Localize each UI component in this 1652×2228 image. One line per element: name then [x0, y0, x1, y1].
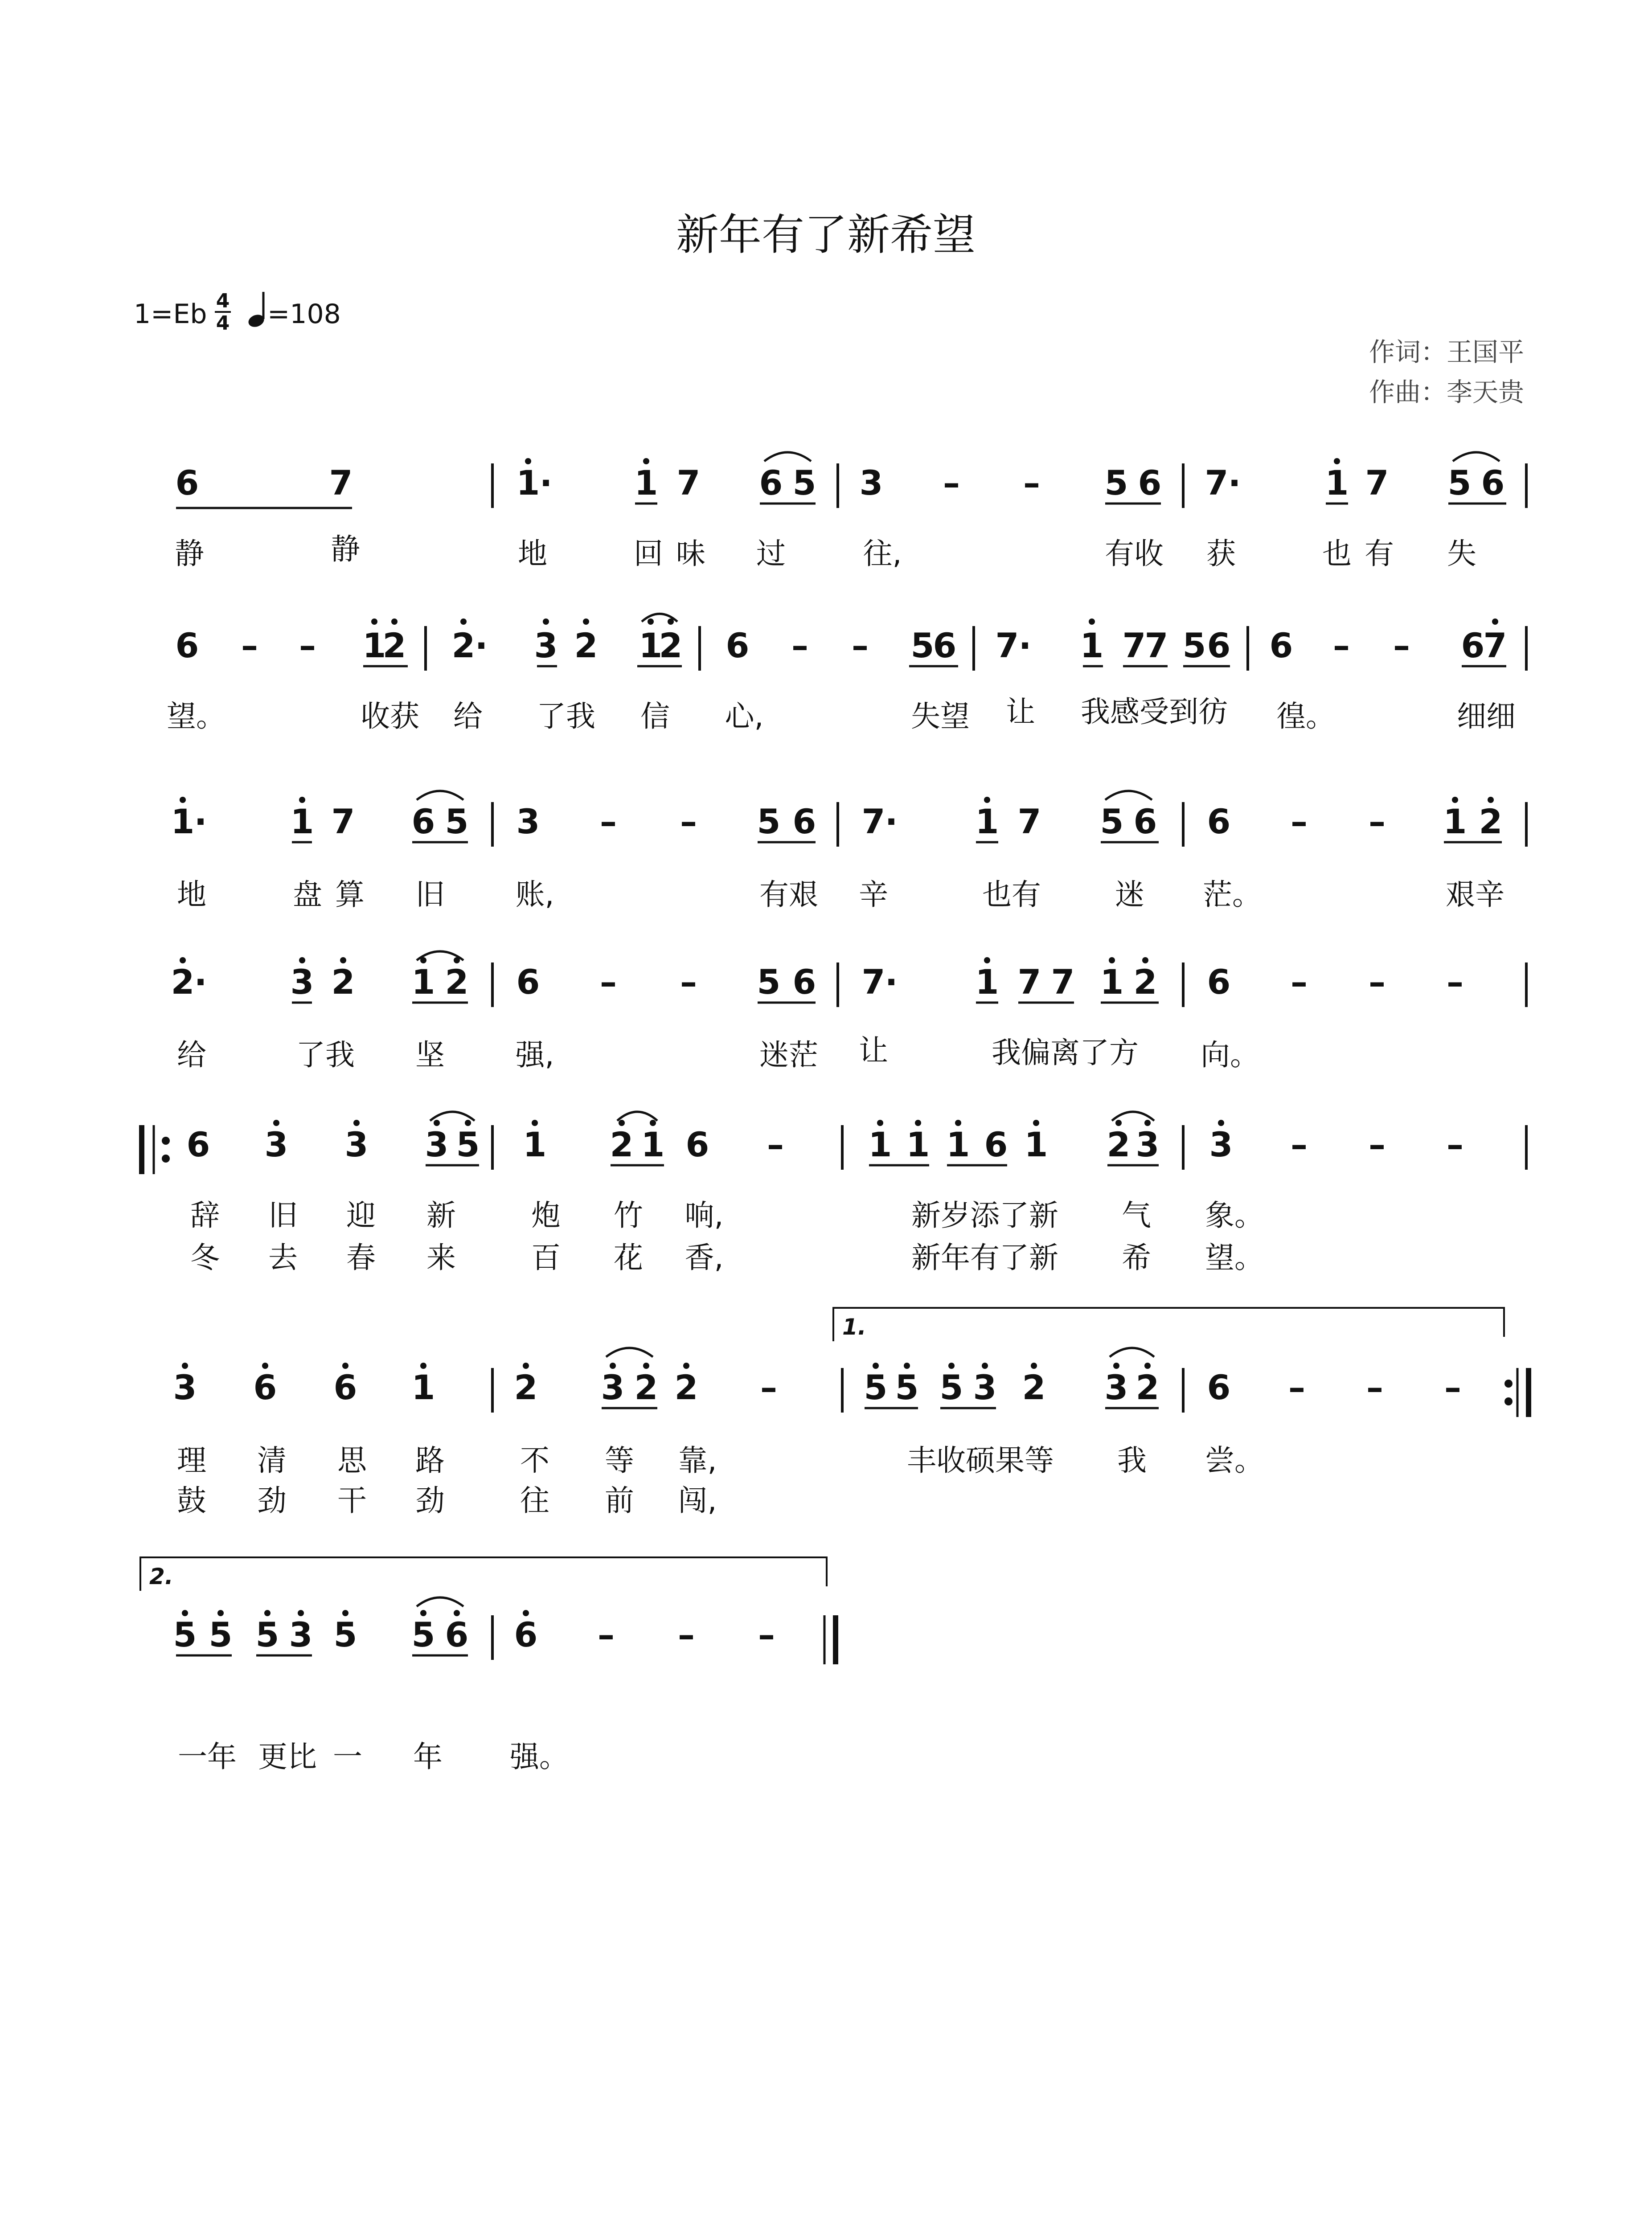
note: 7	[1205, 463, 1229, 503]
key-signature: 1=Eb	[134, 299, 207, 330]
note: 7	[676, 463, 701, 503]
note: –	[680, 962, 697, 1002]
note: 3	[1135, 1125, 1160, 1164]
lyric: 鼓	[177, 1483, 206, 1518]
system-5	[142, 1112, 1526, 1275]
note: 1	[634, 463, 658, 503]
note: –	[943, 463, 960, 503]
lyric: 信	[640, 699, 670, 733]
lyric: 理	[177, 1443, 206, 1478]
lyric: 算	[335, 877, 365, 912]
lyric: 我	[1117, 1443, 1147, 1478]
note: 5	[456, 1125, 480, 1164]
note: ·	[1018, 626, 1032, 665]
note: –	[1333, 626, 1350, 665]
lyric: 旧	[268, 1198, 298, 1233]
lyric: 给	[177, 1038, 206, 1072]
note: 6	[445, 1615, 469, 1655]
lyric: 心,	[725, 699, 764, 733]
lyric: 获	[1206, 537, 1236, 571]
note: 6	[726, 626, 750, 665]
measure-line	[180, 791, 1526, 847]
note: 6	[175, 626, 199, 665]
note: –	[1291, 962, 1308, 1002]
lyric: 往	[520, 1483, 549, 1518]
note: 1	[641, 1125, 665, 1164]
note: –	[1369, 962, 1386, 1002]
lyric: 强,	[515, 1038, 554, 1072]
note: –	[852, 626, 869, 665]
note: 6	[514, 1615, 538, 1655]
lyric: 香,	[685, 1241, 724, 1275]
lyric: 旧	[415, 877, 445, 912]
lyric: 新	[426, 1198, 456, 1233]
note: 1	[411, 1368, 435, 1407]
lyric: 思	[337, 1443, 367, 1478]
note: 2	[331, 962, 355, 1002]
note: 7	[1483, 626, 1507, 665]
note: –	[1366, 1368, 1383, 1407]
note: 2	[610, 1125, 634, 1164]
note: 1	[1325, 463, 1349, 503]
lyric: 竹	[614, 1198, 643, 1233]
note: 3	[534, 626, 558, 665]
lyric: 静	[175, 537, 204, 571]
lyric: 盘	[293, 877, 322, 912]
note: –	[1369, 1125, 1386, 1164]
note: 6	[759, 463, 783, 503]
note: 3	[859, 463, 883, 503]
note: 6	[1481, 463, 1505, 503]
lyric: 闯,	[678, 1483, 717, 1518]
lyric: 过	[756, 537, 786, 571]
note: –	[299, 626, 316, 665]
note: 1	[868, 1125, 892, 1164]
note: –	[241, 626, 258, 665]
note: ·	[885, 962, 898, 1002]
lyric: 路	[415, 1443, 445, 1478]
lyric: 更比	[258, 1740, 317, 1774]
note: 3	[973, 1368, 997, 1407]
lyric: 尝。	[1205, 1443, 1264, 1478]
lyric: 茫。	[1203, 877, 1262, 912]
lyric: 收获	[361, 699, 419, 733]
note: –	[1369, 802, 1386, 841]
lyric: 静	[331, 532, 360, 566]
final-barline	[824, 1615, 836, 1664]
lyric: 春	[346, 1241, 376, 1275]
lyric: 坚	[415, 1038, 445, 1072]
note: 2	[382, 626, 406, 665]
volta-label: 2.	[149, 1564, 173, 1589]
note: 2	[445, 962, 469, 1002]
note: 5	[1100, 802, 1124, 841]
lyric: 靠,	[678, 1443, 717, 1478]
note: 7	[329, 463, 353, 503]
note: 6	[411, 802, 435, 841]
lyric: 有艰	[759, 877, 818, 912]
note: 6	[186, 1125, 210, 1164]
note: 5	[757, 962, 781, 1002]
lyric: 望。	[167, 699, 225, 733]
key-tempo	[134, 290, 341, 335]
note: –	[767, 1125, 784, 1164]
lyric: 往,	[863, 537, 902, 571]
note: 6	[516, 962, 540, 1002]
note: 5	[939, 1368, 963, 1407]
note: 6	[984, 1125, 1008, 1164]
note: 7	[1051, 962, 1075, 1002]
note: 2	[1133, 962, 1157, 1002]
note: 3	[425, 1125, 449, 1164]
note: 1	[639, 626, 663, 665]
note: 5	[1104, 463, 1128, 503]
time-signature-top: 4	[216, 290, 230, 312]
lyric: 我偏离了方	[992, 1036, 1139, 1070]
note: 5	[895, 1368, 919, 1407]
note: 3	[516, 802, 540, 841]
system-1	[175, 452, 1526, 571]
note: –	[1023, 463, 1040, 503]
note: –	[1447, 962, 1463, 1002]
note: 3	[344, 1125, 369, 1164]
note: 2	[574, 626, 598, 665]
note: 2	[514, 1368, 538, 1407]
note: 7	[1017, 962, 1041, 1002]
lyric: 冬	[190, 1241, 220, 1275]
note: 1	[1443, 802, 1467, 841]
note: –	[1444, 1368, 1461, 1407]
note: 2	[674, 1368, 698, 1407]
lyric: 细细	[1457, 699, 1516, 733]
repeat-end-barline	[1504, 1368, 1529, 1417]
note: 1	[523, 1125, 547, 1164]
note: 7	[861, 962, 885, 1002]
note: –	[791, 626, 808, 665]
lyric: 了我	[296, 1038, 355, 1072]
note: 2	[634, 1368, 658, 1407]
lyric: 气	[1122, 1198, 1151, 1233]
page-title: 新年有了新希望	[676, 210, 976, 260]
note: 7	[861, 802, 885, 841]
note: 3	[601, 1368, 625, 1407]
lyric: 有收	[1105, 537, 1164, 571]
lyric: 味	[676, 537, 705, 571]
lyric: 地	[177, 877, 206, 912]
lyric: 账,	[515, 877, 554, 912]
note: –	[1291, 802, 1308, 841]
lyric: 也	[1322, 537, 1352, 571]
note: 2	[1107, 1125, 1131, 1164]
note: 7	[995, 626, 1019, 665]
measure-line	[180, 951, 1526, 1007]
note: 6	[1207, 962, 1231, 1002]
note: 1	[1100, 962, 1124, 1002]
lyric: 去	[268, 1241, 298, 1275]
note: ·	[885, 802, 898, 841]
tempo-marking: =108	[267, 299, 341, 330]
note: 6	[333, 1368, 357, 1407]
lyric: 辛	[859, 877, 888, 912]
system-7	[140, 1557, 836, 1774]
note: 2	[171, 962, 195, 1002]
note: 5	[209, 1615, 233, 1655]
note: 6	[1269, 626, 1293, 665]
lyric: 失望	[911, 699, 970, 733]
note: 1	[362, 626, 386, 665]
lyric: 一	[333, 1740, 362, 1774]
quarter-note-icon	[247, 292, 266, 329]
note: 2	[659, 626, 683, 665]
note: –	[600, 802, 617, 841]
note: –	[600, 962, 617, 1002]
note: 6	[1207, 802, 1231, 841]
lyric: 希	[1122, 1241, 1151, 1275]
note: –	[680, 802, 697, 841]
repeat-start-barline	[142, 1125, 170, 1174]
note: 7	[1365, 463, 1389, 503]
lyric: 给	[453, 699, 483, 733]
lyric: 百	[531, 1241, 561, 1275]
note: 3	[289, 1615, 313, 1655]
note: 6	[933, 626, 957, 665]
lyric: 花	[614, 1241, 643, 1275]
note: 3	[173, 1368, 197, 1407]
note: 1	[906, 1125, 930, 1164]
note: 1	[171, 802, 195, 841]
note: 1	[290, 802, 314, 841]
note: 5	[445, 802, 469, 841]
composer-credit: 作曲：李天贵	[1369, 377, 1524, 407]
note: –	[760, 1368, 777, 1407]
system-3	[171, 791, 1526, 912]
lyric: 让	[859, 1033, 888, 1068]
note: –	[598, 1615, 615, 1655]
lyric: 徨。	[1276, 699, 1335, 733]
note: 6	[792, 962, 816, 1002]
note: 1	[946, 1125, 970, 1164]
lyric: 前	[605, 1483, 634, 1518]
lyric: 向。	[1201, 1038, 1259, 1072]
note: 6	[685, 1125, 709, 1164]
note: –	[1291, 1125, 1308, 1164]
lyric: 辞	[190, 1198, 220, 1233]
lyric: 干	[337, 1483, 367, 1518]
note: 3	[1209, 1125, 1233, 1164]
lyric: 迷茫	[759, 1038, 818, 1072]
note: 7	[331, 802, 355, 841]
note: 7	[1017, 802, 1041, 841]
note: 1	[975, 962, 999, 1002]
note: 6	[1461, 626, 1485, 665]
note: –	[1393, 626, 1410, 665]
lyric: 劲	[257, 1483, 287, 1518]
lyric: 不	[520, 1443, 549, 1478]
note: 1	[411, 962, 435, 1002]
lyric: 让	[1006, 695, 1035, 729]
note: 5	[757, 802, 781, 841]
note: 7	[1122, 626, 1146, 665]
lyric: 失	[1447, 537, 1476, 571]
note: 6	[253, 1368, 277, 1407]
note: ·	[194, 802, 207, 841]
note: 2	[1479, 802, 1503, 841]
note: 5	[411, 1615, 435, 1655]
note: ·	[475, 626, 488, 665]
note: –	[1288, 1368, 1305, 1407]
note: 3	[264, 1125, 288, 1164]
note: 2	[1022, 1368, 1046, 1407]
lyric: 了我	[537, 699, 595, 733]
note: 5	[1182, 626, 1206, 665]
lyric: 新岁添了新	[911, 1198, 1058, 1233]
lyric: 也有	[982, 877, 1041, 912]
lyric: 强。	[510, 1740, 569, 1774]
lyric: 一年	[178, 1740, 237, 1774]
lyric: 来	[426, 1241, 456, 1275]
note: 1	[1080, 626, 1104, 665]
note: ·	[1228, 463, 1241, 503]
note: 5	[173, 1615, 197, 1655]
lyric: 地	[518, 537, 547, 571]
note: ·	[539, 463, 553, 503]
lyric: 迎	[346, 1198, 376, 1233]
lyric: 望。	[1205, 1241, 1264, 1275]
lyricist-credit: 作词：王国平	[1369, 337, 1524, 367]
note: 5	[255, 1615, 279, 1655]
note: 1	[1024, 1125, 1048, 1164]
lyric: 等	[605, 1443, 634, 1478]
note: 6	[1207, 1368, 1231, 1407]
time-signature-bottom: 4	[216, 312, 230, 335]
note: –	[1447, 1125, 1463, 1164]
volta-bracket-1	[833, 1308, 1504, 1341]
note: ·	[194, 962, 207, 1002]
note: 3	[1104, 1368, 1128, 1407]
note: 6	[1207, 626, 1231, 665]
volta-bracket-2	[140, 1557, 827, 1591]
note: 5	[792, 463, 816, 503]
volta-label: 1.	[842, 1314, 866, 1340]
note: 6	[175, 463, 199, 503]
lyric: 炮	[531, 1198, 561, 1233]
system-4	[171, 951, 1526, 1072]
lyric: 清	[257, 1443, 287, 1478]
lyric: 劲	[415, 1483, 445, 1518]
note: 6	[1138, 463, 1162, 503]
lyric: 年	[413, 1740, 443, 1774]
note: 5	[864, 1368, 888, 1407]
note: 5	[1447, 463, 1472, 503]
note: 5	[910, 626, 935, 665]
note: 2	[1135, 1368, 1160, 1407]
note: 5	[333, 1615, 357, 1655]
note: 1	[516, 463, 540, 503]
note: 7	[1144, 626, 1168, 665]
note: 3	[290, 962, 314, 1002]
note: 6	[1133, 802, 1157, 841]
lyric: 象。	[1205, 1198, 1264, 1233]
lyric: 有	[1365, 537, 1394, 571]
lyric: 迷	[1115, 877, 1144, 912]
system-2	[167, 614, 1526, 734]
note: –	[678, 1615, 695, 1655]
system-6	[173, 1308, 1529, 1518]
note: 1	[975, 802, 999, 841]
lyric: 回	[634, 537, 663, 571]
lyric: 艰辛	[1446, 877, 1504, 912]
lyric: 新年有了新	[911, 1241, 1058, 1275]
note: 2	[451, 626, 476, 665]
measure-line	[176, 452, 1526, 508]
lyric: 我感受到彷	[1081, 695, 1228, 729]
note: 6	[792, 802, 816, 841]
note: –	[758, 1615, 775, 1655]
lyric: 响,	[685, 1198, 724, 1233]
lyric: 丰收硕果等	[907, 1443, 1054, 1478]
